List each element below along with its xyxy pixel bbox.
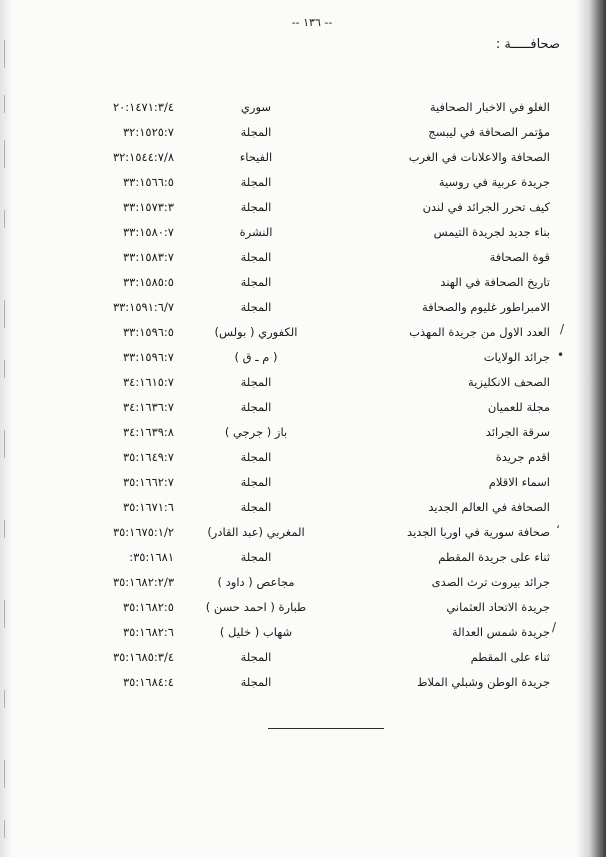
- scan-edge-mark: [4, 600, 10, 628]
- scan-edge-mark: [4, 300, 10, 328]
- index-row: [0, 400, 606, 422]
- entry-reference: ٣٥:١٦٦٢:٧: [123, 475, 174, 489]
- entry-source: سوري: [240, 100, 272, 114]
- entry-reference: ٣٣:١٥٩٦:٥: [123, 325, 174, 339]
- scan-edge-mark: [4, 210, 10, 228]
- entry-source: المجلة: [240, 275, 272, 289]
- entry-reference: ٣٥:١٦٨٥:٣/٤: [112, 650, 174, 664]
- scan-edge-mark: [4, 140, 10, 168]
- entry-title: سرقة الجرائد: [485, 425, 550, 439]
- scan-edge-mark: [4, 40, 10, 68]
- index-row: [0, 350, 606, 372]
- index-row: [0, 575, 606, 597]
- entry-source: باز ( جرجي ): [224, 425, 288, 439]
- entry-title: ثناء على جريدة المقطم: [438, 550, 550, 564]
- index-row: [0, 500, 606, 522]
- index-row: [0, 425, 606, 447]
- index-row: [0, 150, 606, 172]
- check-mark-icon: ،: [556, 517, 560, 531]
- entry-title: بناء جديد لجريدة التيمس: [433, 225, 550, 239]
- entry-source: المجلة: [240, 400, 272, 414]
- entry-source: المجلة: [240, 550, 272, 564]
- bottom-rule: [268, 728, 384, 729]
- entry-source: شهاب ( خليل ): [219, 625, 293, 639]
- index-row: [0, 650, 606, 672]
- check-mark-icon: •: [557, 348, 565, 362]
- entry-title: صحافة سورية في اوربا الجديد: [407, 525, 550, 539]
- scan-edge-mark: [4, 760, 10, 788]
- index-row: [0, 200, 606, 222]
- scan-edge-mark: [4, 95, 10, 113]
- entry-reference: ٣٣:١٥٩١:٦/٧: [112, 300, 174, 314]
- index-row: [0, 225, 606, 247]
- entry-source: المجلة: [240, 175, 272, 189]
- index-row: [0, 275, 606, 297]
- entry-source: ( م ـ ق ): [234, 350, 278, 364]
- entry-source: المجلة: [240, 200, 272, 214]
- entry-title: كيف تحرر الجرائد في لندن: [422, 200, 550, 214]
- entry-reference: ٣٥:١٦٧٥:١/٢: [112, 525, 174, 539]
- entry-reference: ٣٤:١٦٣٩:٨: [123, 425, 174, 439]
- entry-source: المجلة: [240, 125, 272, 139]
- entry-reference: ٣٢:١٥٢٥:٧: [123, 125, 174, 139]
- entry-reference: ٣٣:١٥٨٥:٥: [123, 275, 174, 289]
- entry-reference: ٣٥:١٦٨٢:٢/٣: [112, 575, 174, 589]
- entry-reference: ٣٣:١٥٨٣:٧: [123, 250, 174, 264]
- index-row: [0, 325, 606, 347]
- entry-reference: ٢٠:١٤٧١:٣/٤: [112, 100, 174, 114]
- entry-title: مجلة للعميان: [487, 400, 550, 414]
- index-row: [0, 675, 606, 697]
- entry-title: اسماء الاقلام: [488, 475, 550, 489]
- entry-title: تاريخ الصحافة في الهند: [440, 275, 550, 289]
- entry-reference: ٣٤:١٦١٥:٧: [123, 375, 174, 389]
- entry-source: المجلة: [240, 250, 272, 264]
- entry-title: الصحافة في العالم الجديد: [428, 500, 550, 514]
- entry-title: الصحافة والاعلانات في الغرب: [408, 150, 550, 164]
- entry-reference: ٣٣:١٥٩٦:٧: [123, 350, 174, 364]
- entry-title: جريدة الاتحاد العثماني: [446, 600, 550, 614]
- entry-title: الامبراطور غليوم والصحافة: [421, 300, 550, 314]
- entry-reference: ٣٥:١٦٨١:: [129, 550, 174, 564]
- entry-reference: ٣٣:١٥٨٠:٧: [123, 225, 174, 239]
- scan-edge-mark: [4, 430, 10, 458]
- index-row: [0, 475, 606, 497]
- check-mark-icon: /: [560, 322, 565, 336]
- entry-source: المجلة: [240, 500, 272, 514]
- entry-title: جريدة عربية في روسية: [438, 175, 550, 189]
- entry-source: المجلة: [240, 475, 272, 489]
- entry-title: جرائد بيروت ترث الصدى: [431, 575, 550, 589]
- entry-reference: ٣٥:١٦٨٢:٦: [123, 625, 174, 639]
- index-row: [0, 300, 606, 322]
- index-row: [0, 375, 606, 397]
- entry-reference: ٣٥:١٦٨٢:٥: [123, 600, 174, 614]
- scan-edge-mark: [4, 820, 10, 838]
- index-row: [0, 550, 606, 572]
- scan-edge-mark: [4, 690, 10, 708]
- entry-source: المجلة: [240, 675, 272, 689]
- entry-reference: ٣٣:١٥٧٣:٣: [123, 200, 174, 214]
- entry-reference: ٣٢:١٥٤٤:٧/٨: [112, 150, 174, 164]
- entry-title: جرائد الولايات: [483, 350, 550, 364]
- entry-source: المجلة: [240, 300, 272, 314]
- entry-reference: ٣٤:١٦٣٦:٧: [123, 400, 174, 414]
- page-number: -- ١٣٦ --: [291, 16, 333, 29]
- index-row: [0, 250, 606, 272]
- scan-edge-mark: [4, 360, 10, 378]
- index-row: [0, 100, 606, 122]
- entry-source: مجاعص ( داود ): [217, 575, 295, 589]
- index-row: [0, 450, 606, 472]
- index-row: [0, 625, 606, 647]
- entry-title: اقدم جريدة: [495, 450, 550, 464]
- entry-source: المغربي (عبد القادر): [207, 525, 305, 539]
- entry-title: الغلو في الاخبار الصحافية: [429, 100, 550, 114]
- entry-source: المجلة: [240, 375, 272, 389]
- index-row: [0, 125, 606, 147]
- entry-source: طبارة ( احمد حسن ): [205, 600, 307, 614]
- entry-source: المجلة: [240, 450, 272, 464]
- entry-title: العدد الاول من جريدة المهذب: [409, 325, 550, 339]
- entry-reference: ٣٣:١٥٦٦:٥: [123, 175, 174, 189]
- entry-title: جريدة شمس العدالة: [451, 625, 550, 639]
- entry-reference: ٣٥:١٦٨٤:٤: [123, 675, 174, 689]
- entry-title: جريدة الوطن وشبلي الملاط: [416, 675, 550, 689]
- entry-title: قوة الصحافة: [489, 250, 550, 264]
- entry-reference: ٣٥:١٦٤٩:٧: [123, 450, 174, 464]
- entry-title: ثناء على المقطم: [470, 650, 550, 664]
- entry-reference: ٣٥:١٦٧١:٦: [123, 500, 174, 514]
- entry-source: المجلة: [240, 650, 272, 664]
- scan-edge-mark: [4, 520, 10, 538]
- index-row: [0, 525, 606, 547]
- entry-title: مؤتمر الصحافة في ليبسج: [428, 125, 550, 139]
- entry-title: الصحف الانكليزية: [468, 375, 550, 389]
- entry-source: الكفوري ( بولس): [214, 325, 298, 339]
- entry-source: الفيحاء: [239, 150, 273, 164]
- index-row: [0, 175, 606, 197]
- entry-source: النشرة: [239, 225, 273, 239]
- check-mark-icon: /: [552, 620, 557, 634]
- section-heading: صحافـــــة :: [495, 37, 560, 52]
- index-row: [0, 600, 606, 622]
